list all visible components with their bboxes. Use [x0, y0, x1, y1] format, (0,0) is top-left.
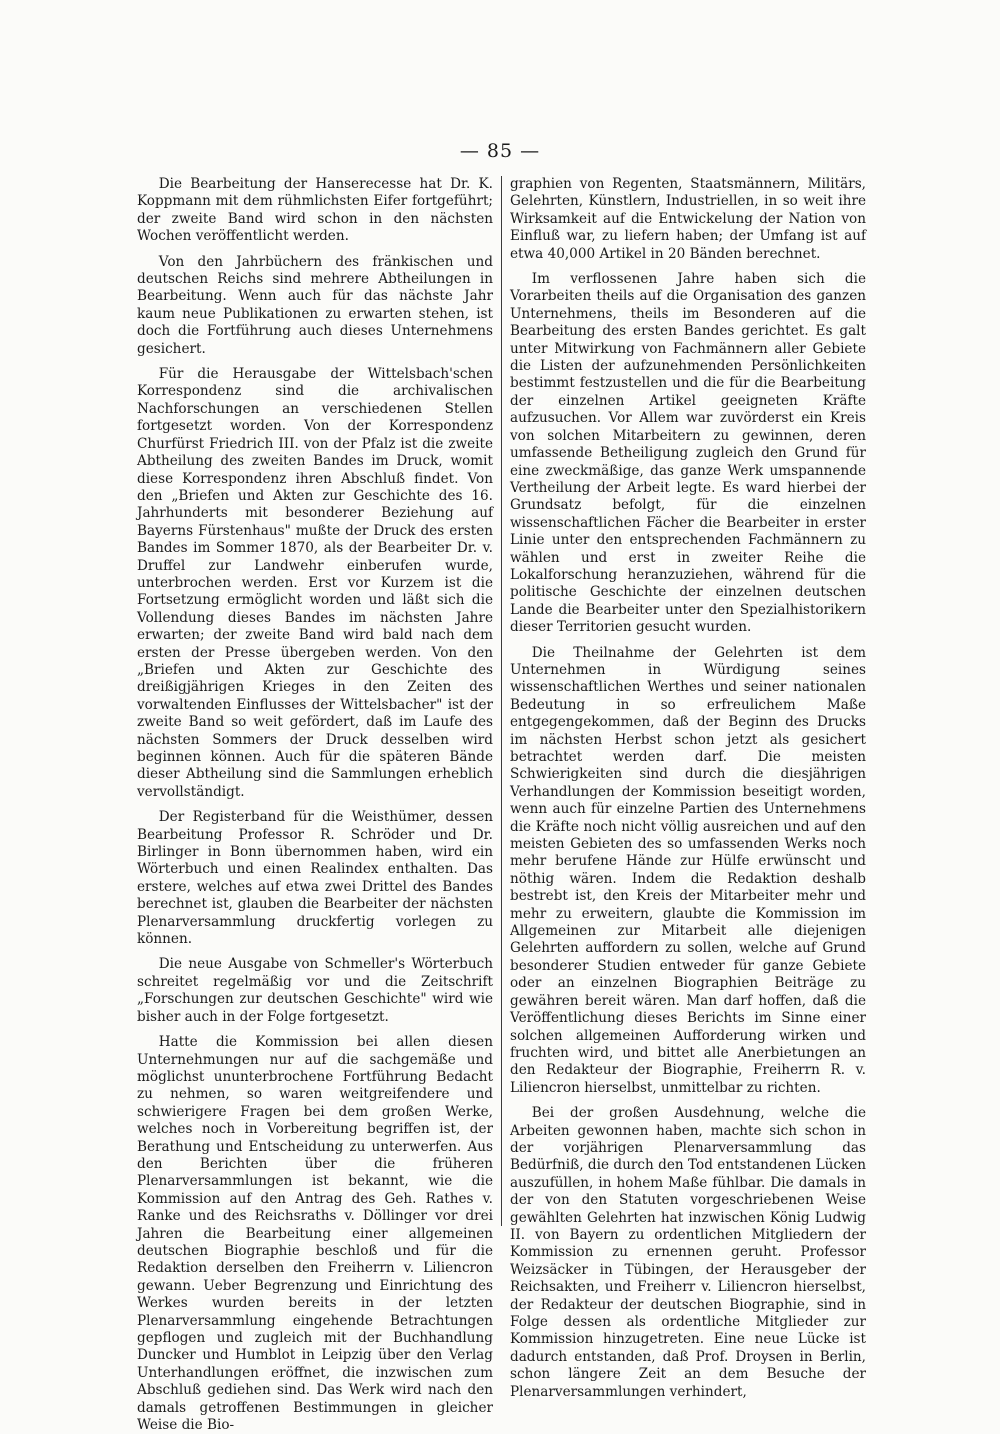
paragraph-ausdehnung: Bei der großen Ausdehnung, welche die Arbeiten gewonnen haben, machte sich schon in der vorjährigen Plenarversammlung das Bedürfniß, die durch den Tod entstandenen Lücken auszufüllen, in hohem Maße fühlbar. Die damals in der von den Statuten vorgeschriebenen Weise gewählten Gelehrten hat inzwischen König Ludwig II. von Bayern zu ordentlichen Mitgliedern der Kommission zu ernennen geruht. Professor Weizsäcker in Tübingen, der Herausgeber der Reichsakten, und Freiherr v. Liliencron hierselbst, der Redakteur der deutschen Biographie, sind in Folge dessen als ordentliche Mitglieder zur Kommission hinzugetreten. Eine neue Lücke ist dadurch entstanden, daß Prof. Droysen in Berlin, schon längere Zeit an dem Besuche der Plenarversammlungen verhindert, — [510, 1105, 866, 1400]
column-divider — [501, 176, 502, 1226]
paragraph-kommission-biographie: Hatte die Kommission bei allen diesen Unternehmungen nur auf die sachgemäße und möglichst ununterbrochene Fortführung Bedacht zu nehmen, so waren weitgreifendere und schwierigere Fragen bei dem großen Werke, welches noch in Vorbereitung begriffen ist, der Berathung und Entscheidung zu unterwerfen. Aus den Berichten über die früheren Plenarversammlungen ist bekannt, wie die Kommission auf den Antrag des Geh. Rathes v. Ranke und des Reichsraths v. Döllinger vor drei Jahren die Bearbeitung einer allgemeinen deutschen Biographie beschloß und für die Redaktion derselben den Freiherrn v. Liliencron gewann. Ueber Begrenzung und Einrichtung des Werkes wurden bereits in der letzten Plenarversammlung eingehende Betrachtungen gepflogen und zugleich mit der Buchhandlung Duncker und Humblot in Leipzig über den Verlag Unterhandlungen eröffnet, die inzwischen zum Abschluß gediehen sind. Das Werk wird nach den damals getroffenen Bestimmungen in gleicher Weise die Bio- — [137, 1034, 493, 1434]
paragraph-jahrbuecher: Von den Jahrbüchern des fränkischen und deutschen Reichs sind mehrere Abtheilungen in Bearbeitung. Wenn auch für das nächste Jahr kaum neue Publikationen zu erwarten stehen, ist doch die Fortführung auch dieses Unternehmens gesichert. — [137, 253, 493, 357]
paragraph-vorarbeiten: Im verflossenen Jahre haben sich die Vorarbeiten theils auf die Organisation des ganzen Unternehmens, theils im Besonderen auf die Bearbeitung des ersten Bandes gerichtet. Es galt unter Mitwirkung von Fachmännern aller Gebiete die Listen der aufzunehmenden Persönlichkeiten bestimmt festzustellen und die für die Bearbeitung der einzelnen Artikel geeigneten Kräfte aufzusuchen. Vor Allem war zuvörderst ein Kreis von solchen Mitarbeitern zu gewinnen, deren umfassende Betheiligung zugleich den Grund für eine zweckmäßige, das ganze Werk umspannende Vertheilung der Arbeit legte. Es ward hierbei der Grundsatz befolgt, für die einzelnen wissenschaftlichen Fächer die Bearbeiter in erster Linie unter den entsprechenden Fachmännern zu wählen und erst in zweiter Reihe die Lokalforschung heranzuziehen, während für die politische Geschichte der einzelnen deutschen Lande die Bearbeiter unter den Spezialhistorikern dieser Territorien gesucht wurden. — [510, 271, 866, 636]
paragraph-schmeller: Die neue Ausgabe von Schmeller's Wörterbuch schreitet regelmäßig vor und die Zeitschrift „Forschungen zur deutschen Geschichte" wird wie bisher auch in der Folge fortgesetzt. — [137, 956, 493, 1025]
paragraph-biographien-continued: graphien von Regenten, Staatsmännern, Militärs, Gelehrten, Künstlern, Industriellen, in so weit ihre Wirksamkeit auf die Entwickelung der Nation von Einfluß war, zu liefern haben; der Umfang ist auf etwa 40,000 Artikel in 20 Bänden berechnet. — [510, 176, 866, 262]
paragraph-registerband: Der Registerband für die Weisthümer, dessen Bearbeitung Professor R. Schröder und Dr. Birlinger in Bonn übernommen haben, wird ein Wörterbuch und einen Realindex enthalten. Das erstere, welches auf etwa zwei Drittel des Bandes berechnet ist, glauben die Bearbeiter der nächsten Plenarversammlung druckfertig vorlegen zu können. — [137, 809, 493, 948]
left-column — [137, 176, 493, 1434]
paragraph-hanserecesse: Die Bearbeitung der Hanserecesse hat Dr. K. Koppmann mit dem rühmlichsten Eifer fortgeführt; der zweite Band wird schon in den nächsten Wochen veröffentlicht werden. — [137, 176, 493, 245]
paragraph-theilnahme: Die Theilnahme der Gelehrten ist dem Unternehmen in Würdigung seines wissenschaftlichen Werthes und seiner nationalen Bedeutung in so erfreulichem Maße entgegengekommen, daß der Beginn des Drucks im nächsten Herbst schon jetzt als gesichert betrachtet werden darf. Die meisten Schwierigkeiten sind durch die diesjährigen Verhandlungen der Kommission beseitigt worden, wenn auch für einzelne Partien des Unternehmens die Kräfte noch nicht völlig ausreichen und auf den meisten Gebieten des so umfassenden Werks noch mehr berufene Hände zur Hülfe erwünscht und nöthig wären. Indem die Redaktion deshalb bestrebt ist, den Kreis der Mitarbeiter mehr und mehr zu erweitern, glaubte die Kommission im Allgemeinen zur Mitarbeit alle diejenigen Gelehrten auffordern zu sollen, welche auf Grund besonderer Studien entweder für ganze Gebiete oder an einzelnen Biographien Beiträge zu gewähren bereit wären. Man darf hoffen, daß die Veröffentlichung dieses Berichts im Sinne einer solchen allgemeinen Aufforderung wirken und fruchten wird, und bittet alle Anerbietungen an den Redakteur der Biographie, Freiherrn R. v. Liliencron hierselbst, unmittelbar zu richten. — [510, 644, 866, 1096]
paragraph-wittelsbach-korrespondenz: Für die Herausgabe der Wittelsbach'schen Korrespondenz sind die archivalischen Nachforschungen an verschiedenen Stellen fortgesetzt worden. Von der Korrespondenz Churfürst Friedrich III. von der Pfalz ist die zweite Abtheilung des zweiten Bandes im Druck, womit diese Korrespondenz ihren Abschluß findet. Von den „Briefen und Akten zur Geschichte des 16. Jahrhunderts mit besonderer Beziehung auf Bayerns Fürstenhaus" mußte der Druck des ersten Bandes im Sommer 1870, als der Bearbeiter Dr. v. Druffel zur Landwehr einberufen wurde, unterbrochen werden. Erst vor Kurzem ist die Fortsetzung ermöglicht worden und läßt sich die Vollendung dieses Bandes im nächsten Jahre erwarten; der zweite Band wird bald nach dem ersten der Presse übergeben werden. Von den „Briefen und Akten zur Geschichte des dreißigjährigen Krieges in den Zeiten des vorwaltenden Einflusses der Wittelsbacher" ist der zweite Band so weit gefördert, daß im Laufe des nächsten Sommers der Druck desselben wird beginnen können. Auch für die späteren Bände dieser Abtheilung sind die Sammlungen erheblich vervollständigt. — [137, 366, 493, 800]
right-column — [510, 176, 866, 1401]
page-number: — 85 — — [459, 140, 541, 162]
